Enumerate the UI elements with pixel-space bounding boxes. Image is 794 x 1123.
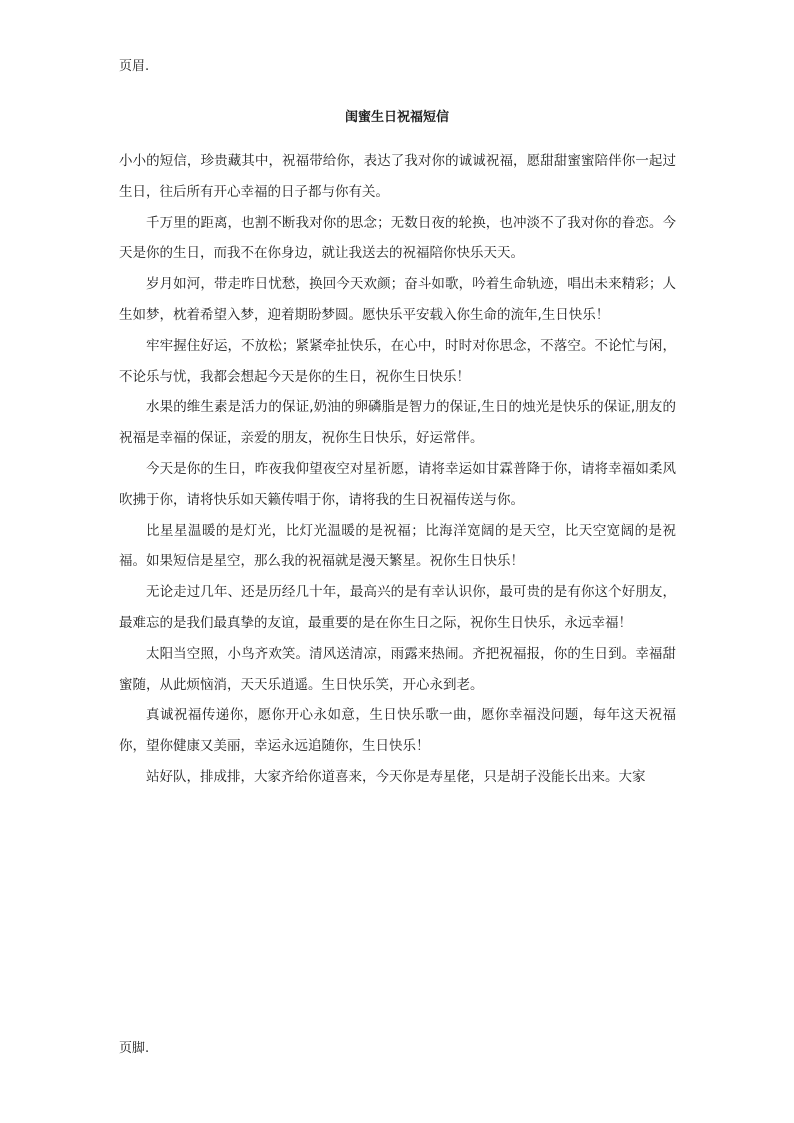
paragraph-4: 牢牢握住好运，不放松；紧紧牵扯快乐，在心中，时时对你思念，不落空。不论忙与闲，不论乐与忧，我都会想起今天是你的生日，祝你生日快乐！ bbox=[119, 337, 676, 385]
page-header: 页眉. bbox=[119, 59, 150, 74]
document-body bbox=[119, 146, 676, 1016]
paragraph-9: 太阳当空照，小鸟齐欢笑。清风送清凉，雨露来热闹。齐把祝福报，你的生日到。幸福甜蜜随，从此烦恼消，天天乐逍遥。生日快乐笑，开心永到老。 bbox=[119, 645, 676, 693]
paragraph-8: 无论走过几年、还是历经几十年，最高兴的是有幸认识你，最可贵的是有你这个好朋友，最难忘的是我们最真挚的友谊，最重要的是在你生日之际，祝你生日快乐，永远幸福！ bbox=[119, 584, 676, 631]
paragraph-10: 真诚祝福传递你，愿你开心永如意，生日快乐歌一曲，愿你幸福没问题，每年这天祝福你，望你健康又美丽，幸运永远追随你，生日快乐！ bbox=[119, 707, 676, 755]
paragraph-6: 今天是你的生日，昨夜我仰望夜空对星祈愿，请将幸运如甘霖普降于你，请将幸福如柔风吹拂于你，请将快乐如天籁传唱于你，请将我的生日祝福传送与你。 bbox=[119, 460, 676, 508]
document-title: 闺蜜生日祝福短信 bbox=[344, 110, 449, 125]
page-footer: 页脚. bbox=[119, 1041, 150, 1056]
paragraph-2: 千万里的距离，也割不断我对你的思念；无数日夜的轮换，也冲淡不了我对你的眷恋。今天是你的生日，而我不在你身边，就让我送去的祝福陪你快乐天天。 bbox=[119, 214, 676, 262]
paragraph-11: 站好队，排成排，大家齐给你道喜来，今天你是寿星佬，只是胡子没能长出来。大家 bbox=[146, 768, 646, 785]
paragraph-3: 岁月如河，带走昨日忧愁，换回今天欢颜；奋斗如歌，吟着生命轨迹，唱出未来精彩；人生如梦，枕着希望入梦，迎着期盼梦圆。愿快乐平安载入你生命的流年,生日快乐！ bbox=[119, 276, 676, 323]
paragraph-5: 水果的维生素是活力的保证,奶油的卵磷脂是智力的保证,生日的烛光是快乐的保证,朋友的祝福是幸福的保证，亲爱的朋友，祝你生日快乐，好运常伴。 bbox=[119, 399, 676, 447]
paragraph-1: 小小的短信，珍贵藏其中，祝福带给你，表达了我对你的诚诚祝福，愿甜甜蜜蜜陪伴你一起过生日，往后所有开心幸福的日子都与你有关。 bbox=[119, 153, 676, 200]
paragraph-7: 比星星温暖的是灯光，比灯光温暖的是祝福；比海洋宽阔的是天空，比天空宽阔的是祝福。如果短信是星空，那么我的祝福就是漫天繁星。祝你生日快乐！ bbox=[119, 522, 676, 570]
